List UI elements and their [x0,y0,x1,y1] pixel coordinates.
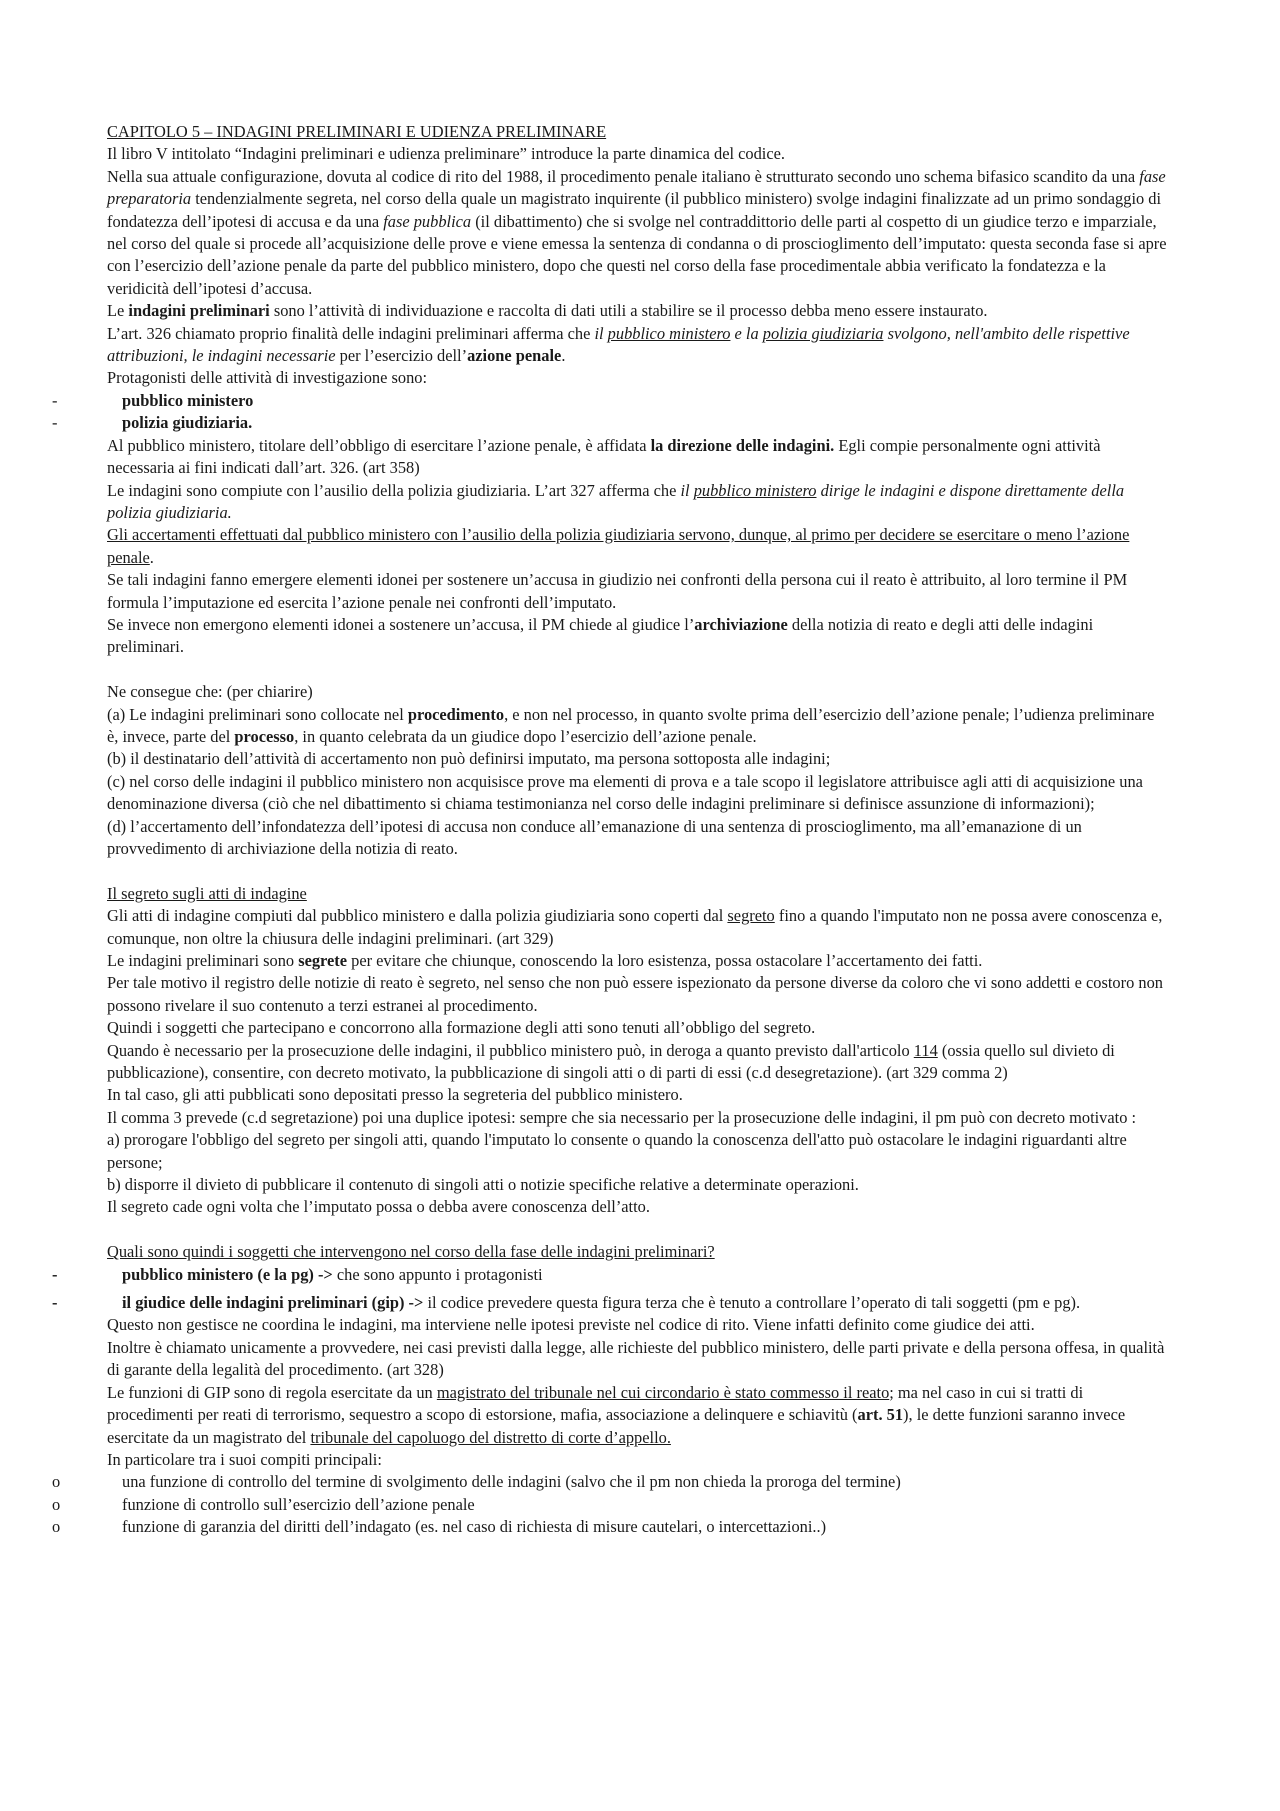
paragraph: Gli atti di indagine compiuti dal pubblico ministero e dalla polizia giudiziaria sono coperti dal segreto fino a quando l'imputato non ne possa avere conoscenza e, comunque, non oltre la chiusura delle indagini preliminari. (art 329) [107,906,1163,948]
circle-bullet-marker: o [52,1472,61,1492]
paragraph: Il libro V intitolato “Indagini preliminari e udienza preliminare” introduce la parte dinamica del codice. [107,144,785,164]
paragraph: (d) l’accertamento dell’infondatezza dell’ipotesi di accusa non conduce all’emanazione di una sentenza di proscioglimento, ma all’emanazione di un provvedimento di archiviazione della notizia di reato. [107,816,1082,858]
list-item: o una funzione di controllo del termine di svolgimento delle indagini (salvo che il pm non chieda la proroga del termine) [107,1471,1169,1493]
document-page [52,121,1169,1539]
paragraph: In particolare tra i suoi compiti principali: [107,1449,382,1469]
section-heading: Il segreto sugli atti di indagine [107,883,307,903]
list-item: o funzione di garanzia del diritti dell’indagato (es. nel caso di richiesta di misure cautelari, o intercettazioni..) [107,1516,1169,1538]
paragraph: In tal caso, gli atti pubblicati sono depositati presso la segreteria del pubblico ministero. [107,1085,683,1105]
section-heading: Quali sono quindi i soggetti che intervengono nel corso della fase delle indagini preliminari? [107,1242,715,1262]
paragraph: Il segreto cade ogni volta che l’imputato possa o debba avere conoscenza dell’atto. [107,1197,650,1217]
bullet-marker: - [52,413,58,433]
article-link[interactable]: 114 [913,1040,938,1060]
paragraph: Le indagini preliminari sono l’attività di individuazione e raccolta di dati utili a stabilire se il processo debba meno essere instaurato. [107,301,988,321]
paragraph: Quindi i soggetti che partecipano e concorrono alla formazione degli atti sono tenuti all’obbligo del segreto. [107,1018,816,1038]
paragraph: Le indagini preliminari sono segrete per evitare che chiunque, conoscendo la loro esistenza, possa ostacolare l’accertamento dei fatti. [107,951,983,970]
paragraph: a) prorogare l'obbligo del segreto per singoli atti, quando l'imputato lo consente o quando la conoscenza dell'atto può ostacolare le indagini riguardanti altre persone; [107,1130,1127,1172]
paragraph: Questo non gestisce ne coordina le indagini, ma interviene nelle ipotesi previste nel codice di rito. Viene infatti definito come giudice dei atti. [107,1315,1035,1335]
bullet-marker: - [52,390,58,410]
paragraph: Le funzioni di GIP sono di regola esercitate da un magistrato del tribunale nel cui circondario è stato commesso il reato; ma nel caso in cui si tratti di procedimenti per reati di terrorismo, sequestro a scopo di estorsione, mafia, associazione a delinquere e schiavitù (art. 51), le dette funzioni saranno invece esercitate da un magistrato del tribunale del capoluogo del distretto di corte d’appello. [107,1382,1126,1447]
paragraph: Se invece non emergono elementi idonei a sostenere un’accusa, il PM chiede al giudice l’archiviazione della notizia di reato e degli atti delle indagini preliminari. [107,614,1094,657]
paragraph: Per tale motivo il registro delle notizie di reato è segreto, nel senso che non può essere ispezionato da persone diverse da coloro che vi sono addetti e costoro non possono rivelare il suo contenuto a terzi estranei al procedimento. [107,973,1163,1015]
circle-bullet-marker: o [52,1494,61,1514]
list-item: - pubblico ministero [107,390,1169,412]
paragraph: b) disporre il divieto di pubblicare il contenuto di singoli atti o notizie specifiche relative a determinate operazioni. [107,1175,859,1195]
paragraph: Nella sua attuale configurazione, dovuta al codice di rito del 1988, il procedimento penale italiano è strutturato secondo uno schema bifasico scandito da una fase preparatoria tendenzialmente segreta, nel corso della quale un magistrato inquirente (il pubblico ministero) svolge indagini finalizzate ad un primo sondaggio di fondatezza dell’ipotesi di accusa e da una fase pubblica (il dibattimento) che si svolge nel contraddittorio delle parti al cospetto di un giudice terzo e imparziale, nel corso del quale si procede all’acquisizione delle prove e viene emessa la sentenza di condanna o di proscioglimento dell’imputato: questa seconda fase si apre con l’esercizio dell’azione penale da parte del pubblico ministero, dopo che questi nel corso della fase procedimentale abbia verificato la fondatezza e la veridicità dell’ipotesi d’accusa. [107,166,1167,298]
circle-bullet-marker: o [52,1517,61,1537]
chapter-title: CAPITOLO 5 – INDAGINI PRELIMINARI E UDIENZA PRELIMINARE [107,122,607,141]
paragraph: (a) Le indagini preliminari sono collocate nel procedimento, e non nel processo, in quanto svolte prima dell’esercizio dell’azione penale; l’udienza preliminare è, invece, parte del processo, in quanto celebrata da un giudice dopo l’esercizio dell’azione penale. [107,704,1155,746]
paragraph: Il comma 3 prevede (c.d segretazione) poi una duplice ipotesi: sempre che sia necessario per la prosecuzione delle indagini, il pm può con decreto motivato : [107,1107,1137,1127]
bullet-marker: - [52,1264,58,1284]
paragraph: Le indagini sono compiute con l’ausilio della polizia giudiziaria. L’art 327 afferma che il pubblico ministero dirige le indagini e dispone direttamente della polizia giudiziaria. [107,480,1125,522]
paragraph: Quando è necessario per la prosecuzione delle indagini, il pubblico ministero può, in deroga a quanto previsto dall'articolo 114 (ossia quello sul divieto di pubblicazione), consentire, con decreto motivato, la pubblicazione di singoli atti o di parti di essi (c.d desegretazione). (art 329 comma 2) [107,1040,1115,1083]
paragraph: Gli accertamenti effettuati dal pubblico ministero con l’ausilio della polizia giudiziaria servono, dunque, al primo per decidere se esercitare o meno l’azione penale. [107,525,1130,567]
list-item: - polizia giudiziaria. [107,412,1169,434]
paragraph: Protagonisti delle attività di investigazione sono: [107,368,428,388]
paragraph: Ne consegue che: (per chiarire) [107,682,313,702]
paragraph: L’art. 326 chiamato proprio finalità delle indagini preliminari afferma che il pubblico ministero e la polizia giudiziaria svolgono, nell'ambito delle rispettive attribuzioni, le indagini necessarie per l’esercizio dell’azione penale. [107,323,1130,366]
list-item: - il giudice delle indagini preliminari (gip) -> il codice prevedere questa figura terza che è tenuto a controllare l’operato di tali soggetti (pm e pg). [107,1292,1169,1314]
list-item: o funzione di controllo sull’esercizio dell’azione penale [107,1494,1169,1516]
list-item: - pubblico ministero (e la pg) -> che sono appunto i protagonisti [107,1264,1169,1286]
paragraph: (b) il destinatario dell’attività di accertamento non può definirsi imputato, ma persona sottoposta alle indagini; [107,749,831,769]
bullet-marker: - [52,1293,58,1313]
paragraph: Al pubblico ministero, titolare dell’obbligo di esercitare l’azione penale, è affidata la direzione delle indagini. Egli compie personalmente ogni attività necessaria ai fini indicati dall’art. 326. (art 358) [107,435,1101,478]
paragraph: (c) nel corso delle indagini il pubblico ministero non acquisisce prove ma elementi di prova e a tale scopo il legislatore attribuisce agli atti di acquisizione una denominazione diversa (ciò che nel dibattimento si chiama testimonianza nel corso delle indagini preliminare si definisce assunzione di informazioni); [107,771,1143,814]
paragraph: Se tali indagini fanno emergere elementi idonei per sostenere un’accusa in giudizio nei confronti della persona cui il reato è attribuito, al loro termine il PM formula l’imputazione ed esercita l’azione penale nei confronti dell’imputato. [107,570,1128,612]
paragraph: Inoltre è chiamato unicamente a provvedere, nei casi previsti dalla legge, alle richieste del pubblico ministero, delle parti private e della persona offesa, in qualità di garante della legalità del procedimento. (art 328) [107,1337,1165,1380]
